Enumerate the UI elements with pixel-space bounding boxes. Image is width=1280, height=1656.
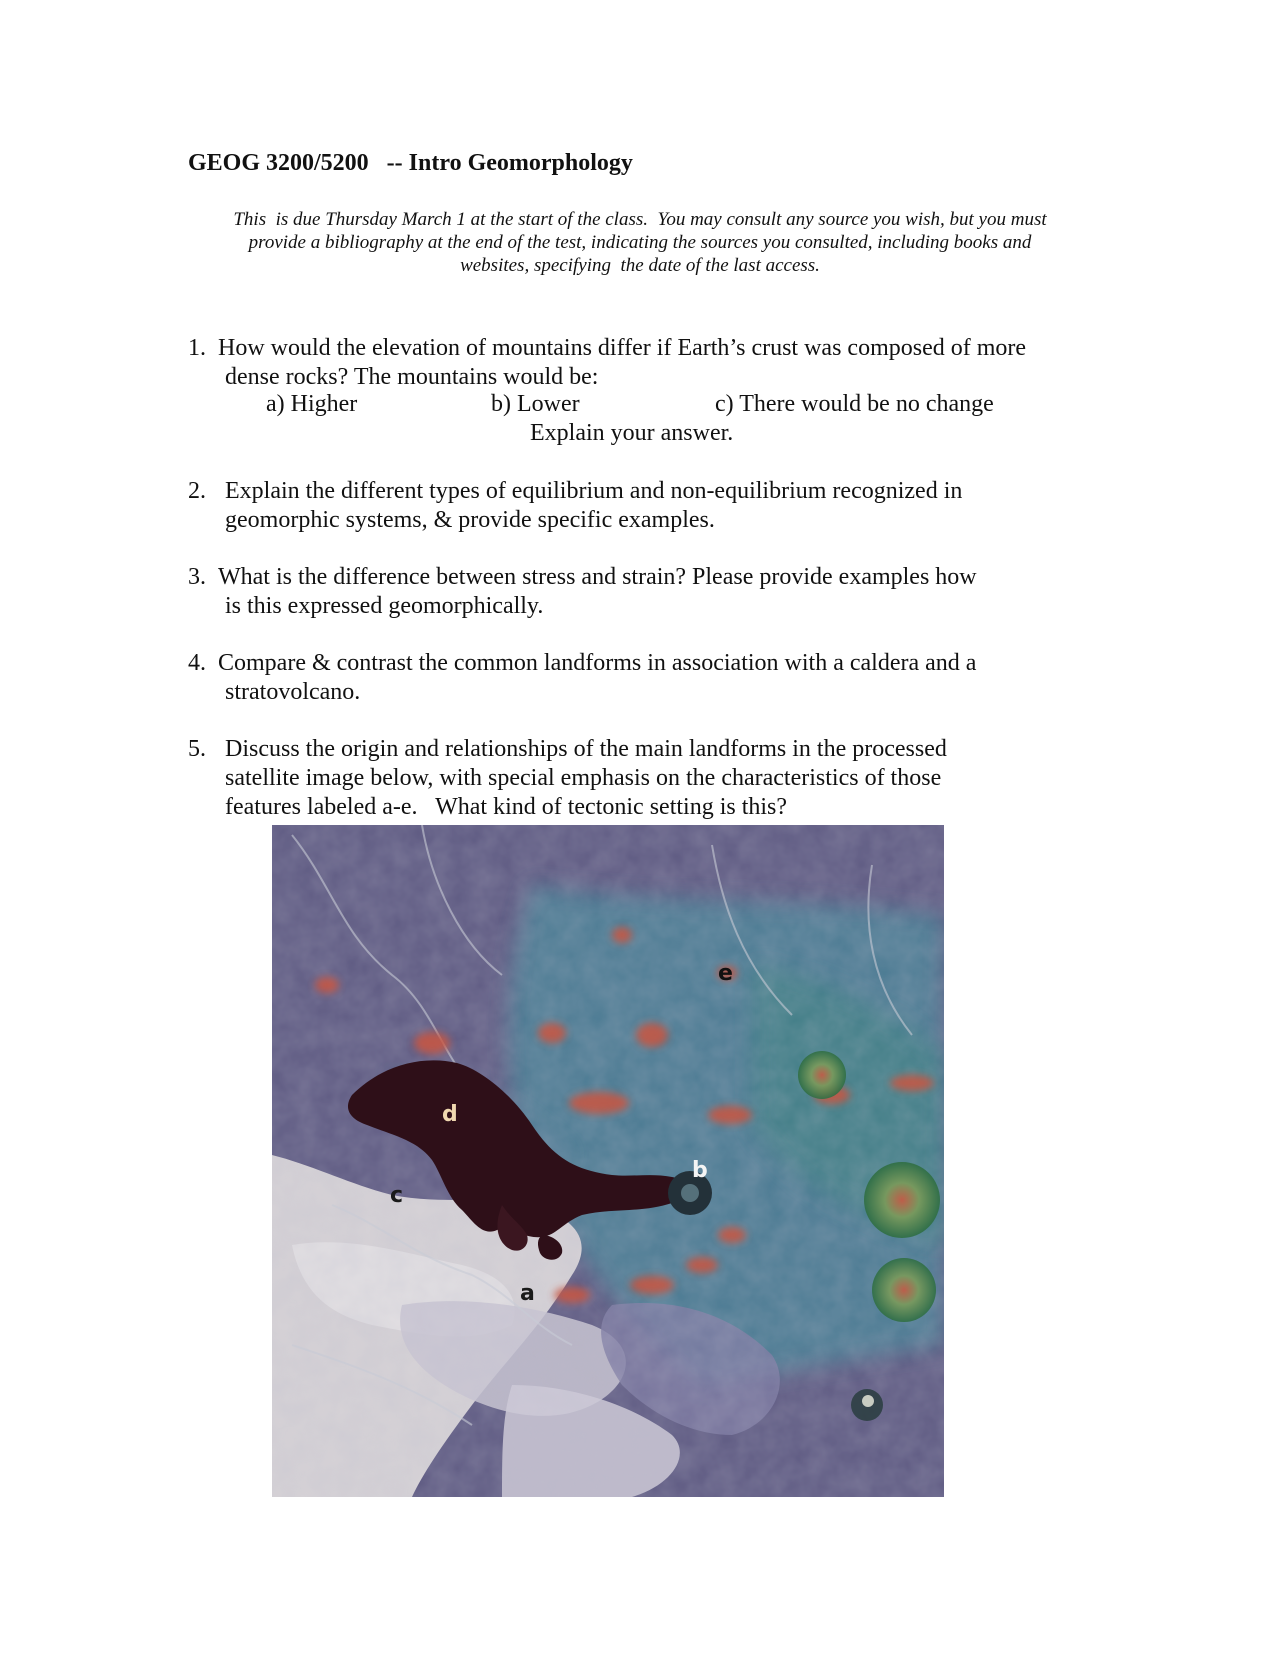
question-text: is this expressed geomorphically. bbox=[225, 593, 544, 619]
question-number: 3. bbox=[188, 564, 206, 590]
question-text: How would the elevation of mountains differ if Earth’s crust was composed of more bbox=[218, 335, 1027, 361]
map-label-c: c bbox=[390, 1183, 404, 1208]
question-4 bbox=[188, 649, 976, 707]
instructions-paragraph bbox=[175, 208, 1105, 277]
satellite-image bbox=[272, 825, 944, 1497]
question-text: Explain the different types of equilibrium and non-equilibrium recognized in bbox=[225, 478, 963, 504]
question-number: 5. bbox=[188, 736, 206, 762]
question-text: Discuss the origin and relationships of the main landforms in the processed bbox=[225, 736, 947, 762]
question-5 bbox=[188, 735, 947, 822]
map-label-b: b bbox=[692, 1158, 708, 1183]
choice-c: c) There would be no change bbox=[715, 391, 994, 417]
question-text: What is the difference between stress and strain? Please provide examples how bbox=[218, 564, 977, 590]
question-3 bbox=[188, 563, 977, 621]
question-text: dense rocks? The mountains would be: bbox=[225, 364, 599, 390]
question-1-choices bbox=[0, 391, 1280, 449]
map-label-e: e bbox=[718, 961, 733, 986]
choice-a: a) Higher bbox=[266, 391, 358, 417]
page-title: GEOG 3200/5200 -- Intro Geomorphology bbox=[188, 150, 633, 176]
question-number: 2. bbox=[188, 478, 206, 504]
question-number: 1. bbox=[188, 335, 206, 361]
instructions-line: provide a bibliography at the end of the test, indicating the sources you consulted, including books and bbox=[248, 232, 1032, 253]
satellite-image-graphic bbox=[272, 825, 944, 1497]
instructions-line: websites, specifying the date of the last access. bbox=[460, 255, 820, 276]
question-1 bbox=[188, 334, 1026, 392]
question-text: Compare & contrast the common landforms in association with a caldera and a bbox=[218, 650, 977, 676]
map-label-a: a bbox=[520, 1281, 535, 1306]
question-text: geomorphic systems, & provide specific examples. bbox=[225, 507, 715, 533]
question-2 bbox=[188, 477, 962, 535]
question-text: features labeled a-e. What kind of tectonic setting is this? bbox=[225, 794, 788, 820]
map-label-d: d bbox=[442, 1102, 458, 1127]
question-1-followup: Explain your answer. bbox=[530, 420, 734, 446]
question-text: stratovolcano. bbox=[225, 679, 361, 705]
instructions-line: This is due Thursday March 1 at the start of the class. You may consult any source you wish, but you must bbox=[233, 209, 1047, 230]
question-text: satellite image below, with special emphasis on the characteristics of those bbox=[225, 765, 942, 791]
question-number: 4. bbox=[188, 650, 206, 676]
choice-b: b) Lower bbox=[491, 391, 580, 417]
